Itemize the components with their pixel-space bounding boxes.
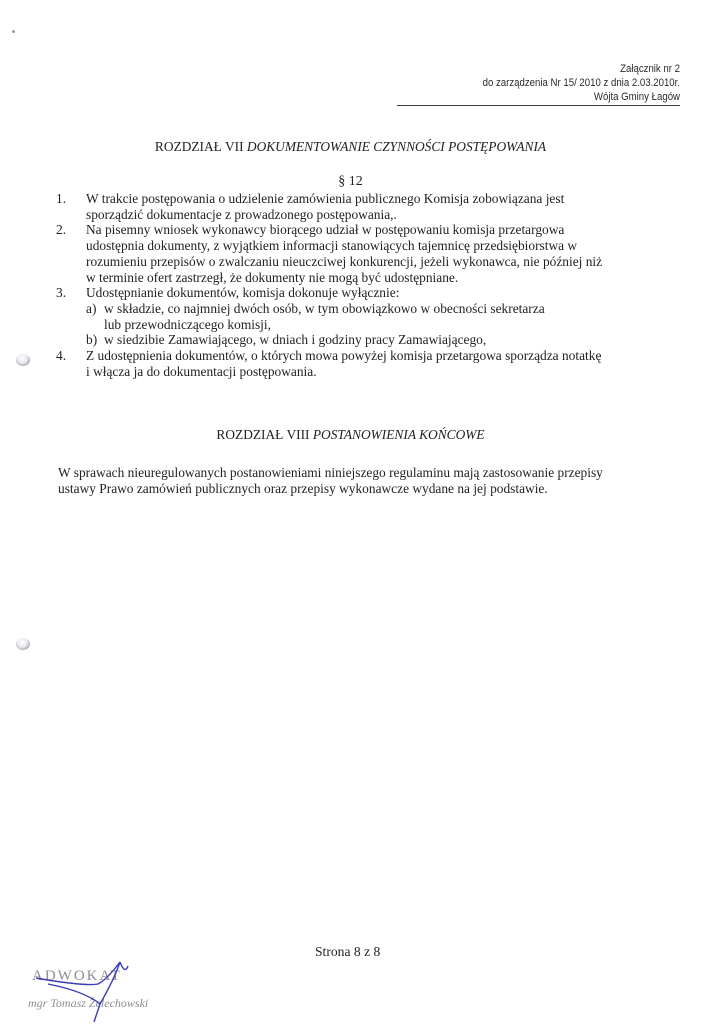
closing-line-1: W sprawach nieuregulowanych postanowieniami niniejszego regulaminu mają zastosowanie przepisy xyxy=(58,465,603,480)
list-item-4 xyxy=(56,348,681,379)
sub-item-b xyxy=(86,332,681,348)
item-line: i włącza ja do dokumentacji postępowania. xyxy=(86,363,317,379)
item-line: W trakcie postępowania o udzielenie zamówienia publicznego Komisja zobowiązana jest xyxy=(86,191,565,206)
item-number: 4. xyxy=(56,348,67,364)
page-number: Strona 8 z 8 xyxy=(315,944,381,959)
stamp-signature-image xyxy=(28,960,188,1024)
chapter-8-prefix: ROZDZIAŁ VIII xyxy=(216,427,310,442)
annex-line-3: Wójta Gminy Łagów xyxy=(593,91,680,103)
sub-item-line: w siedzibie Zamawiającego, w dniach i godziny pracy Zamawiającego, xyxy=(104,332,487,348)
sub-item-a xyxy=(86,301,681,332)
lawyer-stamp xyxy=(28,960,188,1024)
sub-item-letter: b) xyxy=(86,332,98,348)
item-line: Udostępnianie dokumentów, komisja dokonuje wyłącznie: xyxy=(86,285,400,301)
item-line: w terminie ofert zastrzegł, że dokumenty nie mogą być udostępniane. xyxy=(86,269,459,285)
closing-paragraph xyxy=(58,465,678,497)
list-item-2 xyxy=(56,222,681,285)
item-line: rozumieniu przepisów o zwalczaniu nieuczciwej konkurencji, jeżeli wykonawca, nie później niż xyxy=(86,253,603,269)
annex-line-2: do zarządzenia Nr 15/ 2010 z dnia 2.03.2010r. xyxy=(482,77,680,89)
chapter-7-heading xyxy=(0,139,701,155)
list-item-1 xyxy=(56,191,681,222)
item-number: 3. xyxy=(56,285,67,301)
stamp-title-mark: ADWOKAT xyxy=(32,968,122,984)
chapter-7-prefix: ROZDZIAŁ VII xyxy=(154,139,244,154)
chapter-8-heading xyxy=(0,427,701,443)
sub-item-line: lub przewodniczącego komisji, xyxy=(104,316,271,332)
item-number: 2. xyxy=(56,222,67,238)
section-sign: § 12 xyxy=(338,174,363,189)
item-line: sporządzić dokumentacje z prowadzonego postępowania,. xyxy=(86,206,397,222)
annex-underline xyxy=(397,105,680,106)
stamp-name-mark: mgr Tomasz Żelechowski xyxy=(28,996,149,1010)
item-number: 1. xyxy=(56,191,67,206)
punch-hole-mark xyxy=(16,354,30,366)
sub-item-line: w składzie, co najmniej dwóch osób, w tym obowiązkowo w obecności sekretarza xyxy=(104,300,545,316)
list-item-3 xyxy=(56,285,681,348)
annex-header xyxy=(422,62,680,104)
annex-line-1: Załącznik nr 2 xyxy=(620,63,680,75)
scan-speck xyxy=(12,30,15,33)
chapter-7-title: DOKUMENTOWANIE CZYNNOŚCI POSTĘPOWANIA xyxy=(246,139,547,154)
sub-item-letter: a) xyxy=(86,300,97,316)
punch-hole-mark xyxy=(16,638,30,650)
item-line: Na pisemny wniosek wykonawcy biorącego udział w postępowaniu komisja przetargowa xyxy=(86,222,565,238)
chapter-8-title: POSTANOWIENIA KOŃCOWE xyxy=(312,427,485,442)
closing-line-2: ustawy Prawo zamówień publicznych oraz przepisy wykonawcze wydane na jej podstawie. xyxy=(58,481,548,496)
numbered-list xyxy=(56,191,681,379)
item-line: Z udostępnienia dokumentów, o których mowa powyżej komisja przetargowa sporządza notatkę xyxy=(86,348,602,364)
item-line: udostępnia dokumenty, z wyjątkiem informacji stanowiących tajemnicę przedsiębiorstwa w xyxy=(86,238,578,254)
